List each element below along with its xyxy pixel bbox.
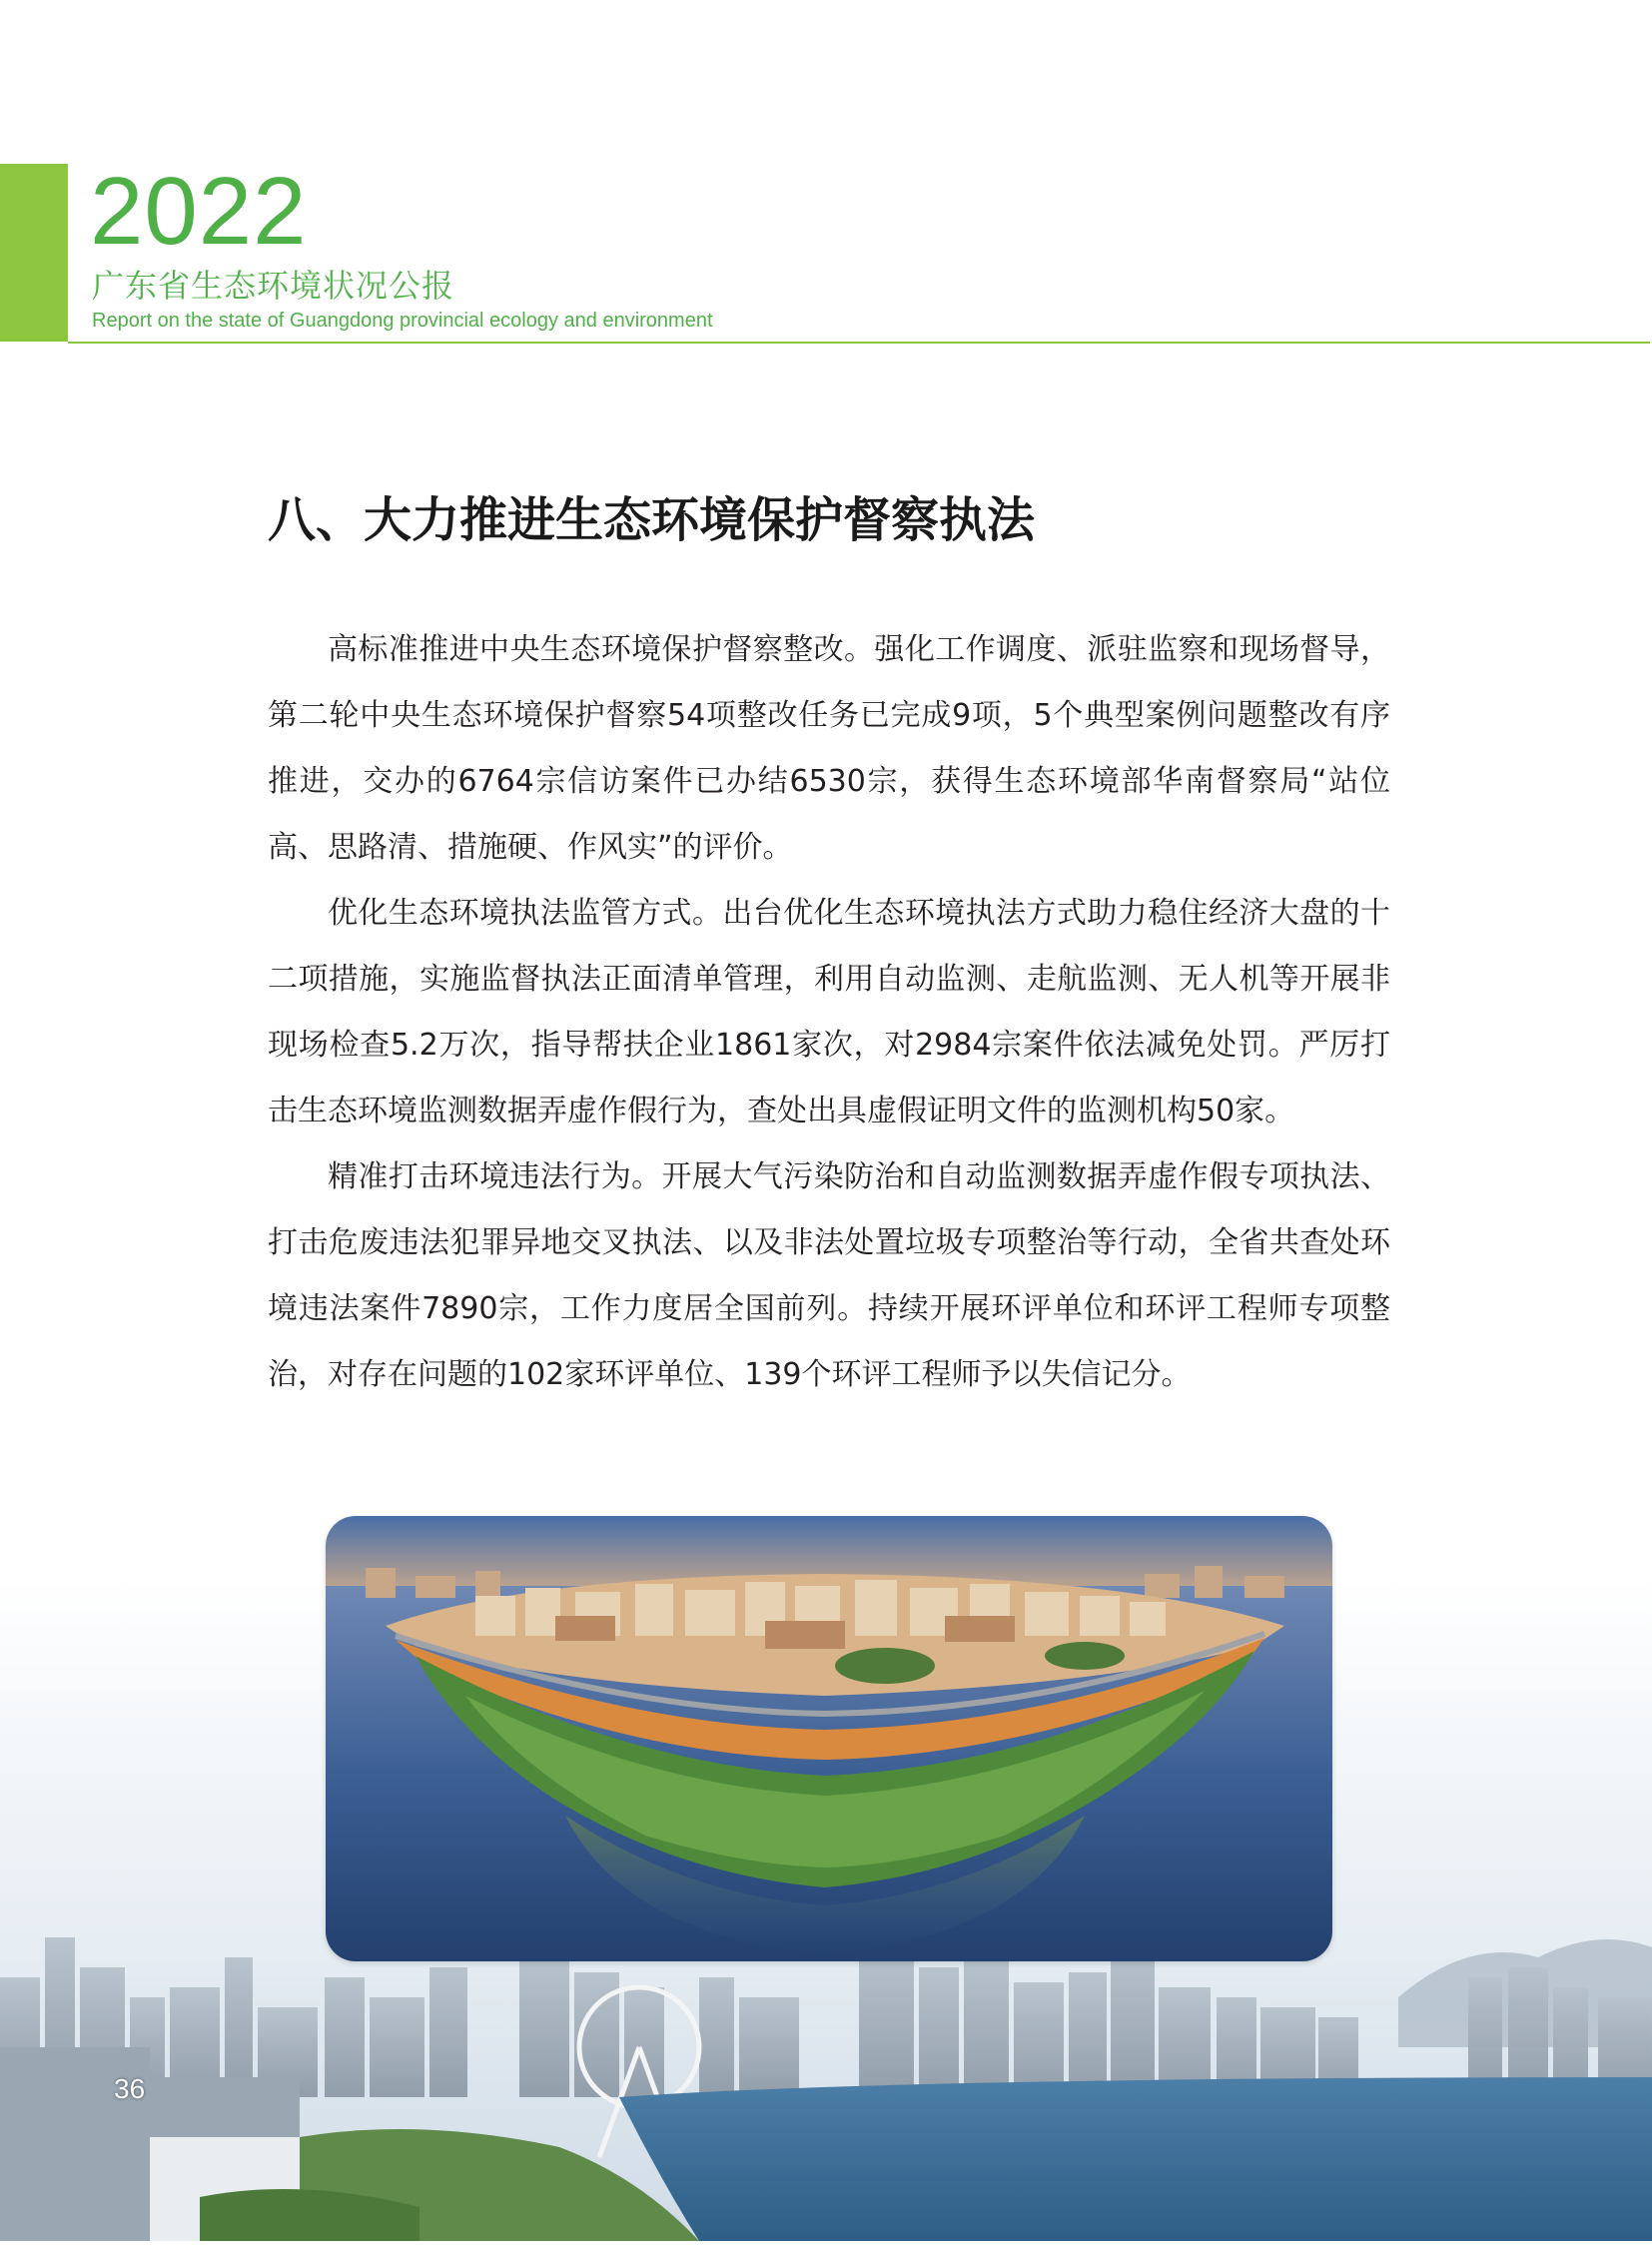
section-body bbox=[268, 617, 1390, 1408]
aerial-mangrove-photo bbox=[326, 1516, 1332, 1961]
report-title-chinese: 广东省生态环境状况公报 bbox=[92, 267, 455, 305]
header-divider bbox=[68, 342, 1650, 344]
paragraph-violation-crackdown: 精准打击环境违法行为。开展大气污染防治和自动监测数据弄虚作假专项执法、打击危废违法犯罪异地交叉执法、以及非法处置垃圾专项整治等行动，全省共查处环境违法案件7890宗，工作力度居全国前列。持续开展环评单位和环评工程师专项整治，对存在问题的102家环评单位、139个环评工程师予以失信记分。 bbox=[268, 1159, 1390, 1392]
report-title-english: Report on the state of Guangdong provincial ecology and environment bbox=[92, 310, 713, 332]
paragraph-supervision-rectification: 高标准推进中央生态环境保护督察整改。强化工作调度、派驻监察和现场督导，第二轮中央生态环境保护督察54项整改任务已完成9项，5个典型案例问题整改有序推进，交办的6764宗信访案件已办结6530宗，获得生态环境部华南督察局“站位高、思路清、措施硬、作风实”的评价。 bbox=[268, 632, 1390, 865]
section-heading: 八、大力推进生态环境保护督察执法 bbox=[268, 492, 1036, 548]
page-number: 36 bbox=[114, 2073, 146, 2104]
paragraph-enforcement-optimization: 优化生态环境执法监管方式。出台优化生态环境执法方式助力稳住经济大盘的十二项措施，实施监督执法正面清单管理，利用自动监测、走航监测、无人机等开展非现场检查5.2万次，指导帮扶企业1861家次，对2984宗案件依法减免处罚。严厉打击生态环境监测数据弄虚作假行为，查处出具虚假证明文件的监测机构50家。 bbox=[268, 896, 1390, 1128]
report-year: 2022 bbox=[90, 158, 308, 265]
header-accent-bar bbox=[0, 164, 68, 342]
